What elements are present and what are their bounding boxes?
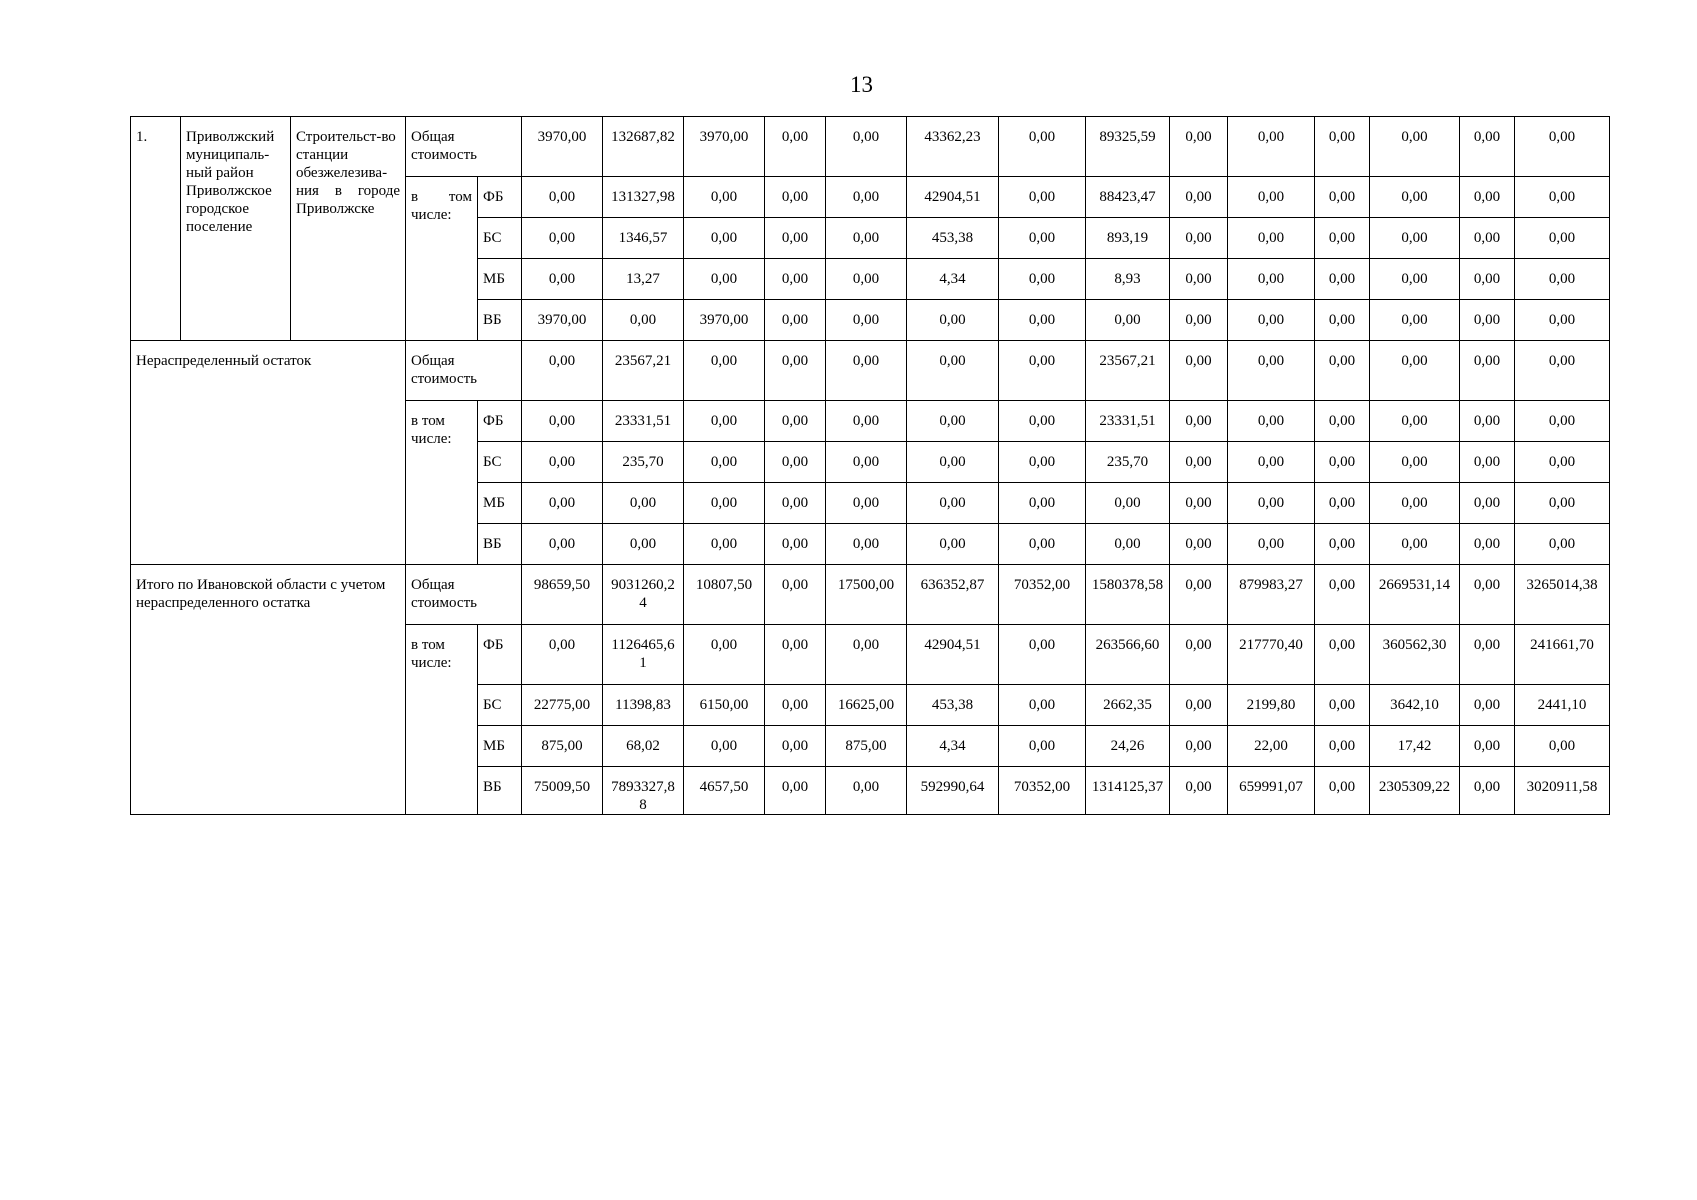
value-cell: 0,00 [684,401,765,442]
value-cell: 23567,21 [603,341,684,401]
value-cell: 0,00 [1370,483,1460,524]
value-cell: 0,00 [1460,524,1515,565]
value-cell: 0,00 [826,483,907,524]
source-code: ВБ [478,524,522,565]
value-cell: 68,02 [603,726,684,767]
value-cell: 3642,10 [1370,685,1460,726]
total-row [131,565,1610,625]
value-cell: 17500,00 [826,565,907,625]
value-cell: 0,00 [522,177,603,218]
source-code: МБ [478,259,522,300]
value-cell: 9031260,24 [603,565,684,625]
value-cell: 1346,57 [603,218,684,259]
value-cell: 42904,51 [907,625,999,685]
value-cell: 0,00 [1315,177,1370,218]
value-cell: 0,00 [684,524,765,565]
value-cell: 2305309,22 [1370,767,1460,815]
total-label: Общая стоимость [406,341,522,401]
value-cell: 2662,35 [1086,685,1170,726]
value-cell: 3265014,38 [1515,565,1610,625]
value-cell: 131327,98 [603,177,684,218]
value-cell: 0,00 [1370,218,1460,259]
value-cell: 42904,51 [907,177,999,218]
value-cell: 0,00 [522,442,603,483]
value-cell: 0,00 [999,259,1086,300]
value-cell: 4657,50 [684,767,765,815]
value-cell: 0,00 [1228,401,1315,442]
value-cell: 0,00 [603,524,684,565]
value-cell: 0,00 [765,117,826,177]
total-row [131,117,1610,177]
incl-label: в том числе: [406,177,478,341]
value-cell: 0,00 [907,442,999,483]
source-code: ФБ [478,625,522,685]
value-cell: 0,00 [1460,259,1515,300]
value-cell: 0,00 [907,401,999,442]
value-cell: 0,00 [999,685,1086,726]
value-cell: 0,00 [765,483,826,524]
group-label: Нераспределенный остаток [131,341,406,565]
value-cell: 0,00 [1170,524,1228,565]
value-cell: 0,00 [765,177,826,218]
value-cell: 0,00 [1228,341,1315,401]
value-cell: 0,00 [684,483,765,524]
source-code: ФБ [478,401,522,442]
value-cell: 0,00 [1315,218,1370,259]
value-cell: 0,00 [826,300,907,341]
value-cell: 0,00 [765,401,826,442]
value-cell: 0,00 [1515,117,1610,177]
value-cell: 0,00 [1228,442,1315,483]
value-cell: 0,00 [999,442,1086,483]
value-cell: 0,00 [1315,625,1370,685]
value-cell: 0,00 [1460,177,1515,218]
value-cell: 0,00 [522,341,603,401]
total-label: Общая стоимость [406,565,522,625]
value-cell: 0,00 [684,218,765,259]
value-cell: 879983,27 [1228,565,1315,625]
value-cell: 16625,00 [826,685,907,726]
value-cell: 23331,51 [603,401,684,442]
value-cell: 22,00 [1228,726,1315,767]
object-cell: Строительст-во станции обезжелезива-ния в городе Приволжске [291,117,406,341]
value-cell: 0,00 [1370,341,1460,401]
value-cell: 0,00 [907,524,999,565]
value-cell: 0,00 [1315,300,1370,341]
value-cell: 0,00 [1170,483,1228,524]
value-cell: 0,00 [1315,483,1370,524]
value-cell: 0,00 [522,401,603,442]
value-cell: 1314125,37 [1086,767,1170,815]
value-cell: 0,00 [1370,117,1460,177]
value-cell: 17,42 [1370,726,1460,767]
district-cell: Приволжский муниципаль-ный район Приволжское городское поселение [181,117,291,341]
total-row [131,341,1610,401]
value-cell: 0,00 [1460,218,1515,259]
value-cell: 0,00 [1228,177,1315,218]
value-cell: 0,00 [999,341,1086,401]
value-cell: 6150,00 [684,685,765,726]
value-cell: 0,00 [826,218,907,259]
value-cell: 0,00 [1170,117,1228,177]
value-cell: 3970,00 [684,117,765,177]
incl-label: в том числе: [406,625,478,815]
value-cell: 0,00 [999,177,1086,218]
value-cell: 235,70 [603,442,684,483]
value-cell: 132687,82 [603,117,684,177]
value-cell: 0,00 [1315,726,1370,767]
value-cell: 3020911,58 [1515,767,1610,815]
value-cell: 0,00 [1086,483,1170,524]
value-cell: 0,00 [1086,524,1170,565]
total-label: Общая стоимость [406,117,522,177]
source-code: МБ [478,483,522,524]
value-cell: 0,00 [684,259,765,300]
value-cell: 22775,00 [522,685,603,726]
source-code: БС [478,685,522,726]
source-code: МБ [478,726,522,767]
value-cell: 0,00 [999,117,1086,177]
value-cell: 0,00 [684,177,765,218]
value-cell: 10807,50 [684,565,765,625]
value-cell: 0,00 [522,483,603,524]
value-cell: 592990,64 [907,767,999,815]
value-cell: 0,00 [1315,565,1370,625]
value-cell: 0,00 [999,300,1086,341]
value-cell: 0,00 [1460,442,1515,483]
value-cell: 0,00 [1460,300,1515,341]
value-cell: 0,00 [522,259,603,300]
value-cell: 1126465,61 [603,625,684,685]
value-cell: 0,00 [1315,442,1370,483]
value-cell: 453,38 [907,685,999,726]
source-code: ФБ [478,177,522,218]
value-cell: 0,00 [765,442,826,483]
value-cell: 875,00 [826,726,907,767]
value-cell: 875,00 [522,726,603,767]
value-cell: 0,00 [1370,442,1460,483]
value-cell: 70352,00 [999,767,1086,815]
value-cell: 0,00 [1315,117,1370,177]
value-cell: 70352,00 [999,565,1086,625]
value-cell: 0,00 [1170,300,1228,341]
value-cell: 0,00 [1515,300,1610,341]
value-cell: 1580378,58 [1086,565,1170,625]
value-cell: 0,00 [765,259,826,300]
value-cell: 2669531,14 [1370,565,1460,625]
value-cell: 0,00 [907,300,999,341]
value-cell: 4,34 [907,726,999,767]
value-cell: 360562,30 [1370,625,1460,685]
value-cell: 0,00 [765,625,826,685]
value-cell: 0,00 [765,685,826,726]
value-cell: 0,00 [684,726,765,767]
value-cell: 0,00 [765,726,826,767]
value-cell: 2199,80 [1228,685,1315,726]
value-cell: 0,00 [826,117,907,177]
value-cell: 0,00 [1515,401,1610,442]
value-cell: 0,00 [1315,259,1370,300]
budget-table [130,116,1610,815]
value-cell: 0,00 [1228,117,1315,177]
value-cell: 0,00 [1460,685,1515,726]
value-cell: 3970,00 [522,300,603,341]
source-code: БС [478,218,522,259]
value-cell: 0,00 [1170,685,1228,726]
value-cell: 0,00 [1315,341,1370,401]
value-cell: 43362,23 [907,117,999,177]
value-cell: 0,00 [999,726,1086,767]
value-cell: 0,00 [684,341,765,401]
value-cell: 0,00 [1228,483,1315,524]
value-cell: 0,00 [826,259,907,300]
value-cell: 0,00 [1370,524,1460,565]
value-cell: 0,00 [765,341,826,401]
value-cell: 0,00 [765,565,826,625]
value-cell: 0,00 [765,524,826,565]
value-cell: 0,00 [826,401,907,442]
value-cell: 453,38 [907,218,999,259]
source-code: БС [478,442,522,483]
value-cell: 0,00 [907,341,999,401]
value-cell: 8,93 [1086,259,1170,300]
value-cell: 0,00 [907,483,999,524]
value-cell: 0,00 [1370,259,1460,300]
value-cell: 0,00 [1460,767,1515,815]
value-cell: 0,00 [522,524,603,565]
source-code: ВБ [478,300,522,341]
value-cell: 217770,40 [1228,625,1315,685]
value-cell: 0,00 [1515,341,1610,401]
value-cell: 0,00 [1460,401,1515,442]
value-cell: 0,00 [826,177,907,218]
value-cell: 0,00 [1170,625,1228,685]
value-cell: 0,00 [1515,259,1610,300]
value-cell: 0,00 [1515,483,1610,524]
value-cell: 4,34 [907,259,999,300]
value-cell: 0,00 [1515,177,1610,218]
value-cell: 0,00 [826,625,907,685]
value-cell: 11398,83 [603,685,684,726]
value-cell: 0,00 [684,625,765,685]
value-cell: 0,00 [1515,726,1610,767]
value-cell: 0,00 [1315,685,1370,726]
value-cell: 3970,00 [684,300,765,341]
value-cell: 3970,00 [522,117,603,177]
value-cell: 659991,07 [1228,767,1315,815]
value-cell: 0,00 [1170,726,1228,767]
value-cell: 0,00 [999,625,1086,685]
value-cell: 75009,50 [522,767,603,815]
value-cell: 0,00 [1460,726,1515,767]
value-cell: 0,00 [1170,259,1228,300]
value-cell: 0,00 [1086,300,1170,341]
value-cell: 0,00 [1170,565,1228,625]
value-cell: 0,00 [1460,341,1515,401]
value-cell: 24,26 [1086,726,1170,767]
value-cell: 0,00 [1228,524,1315,565]
value-cell: 0,00 [603,300,684,341]
page-number: 13 [850,72,873,97]
value-cell: 0,00 [1315,767,1370,815]
value-cell: 89325,59 [1086,117,1170,177]
value-cell: 0,00 [1515,218,1610,259]
value-cell: 0,00 [1170,177,1228,218]
value-cell: 0,00 [1370,300,1460,341]
value-cell: 0,00 [1315,401,1370,442]
value-cell: 0,00 [1170,341,1228,401]
value-cell: 0,00 [522,218,603,259]
value-cell: 893,19 [1086,218,1170,259]
value-cell: 0,00 [1460,625,1515,685]
value-cell: 636352,87 [907,565,999,625]
value-cell: 2441,10 [1515,685,1610,726]
value-cell: 0,00 [1228,218,1315,259]
value-cell: 241661,70 [1515,625,1610,685]
value-cell: 0,00 [1228,259,1315,300]
value-cell: 0,00 [826,442,907,483]
source-code: ВБ [478,767,522,815]
value-cell: 235,70 [1086,442,1170,483]
value-cell: 0,00 [1170,442,1228,483]
value-cell: 0,00 [999,401,1086,442]
value-cell: 0,00 [603,483,684,524]
value-cell: 0,00 [1228,300,1315,341]
value-cell: 0,00 [1460,565,1515,625]
value-cell: 0,00 [1370,401,1460,442]
value-cell: 0,00 [999,524,1086,565]
value-cell: 0,00 [684,442,765,483]
value-cell: 0,00 [999,483,1086,524]
group-label: Итого по Ивановской области с учетом нераспределенного остатка [131,565,406,815]
value-cell: 0,00 [1515,524,1610,565]
value-cell: 263566,60 [1086,625,1170,685]
value-cell: 23331,51 [1086,401,1170,442]
value-cell: 0,00 [1370,177,1460,218]
value-cell: 13,27 [603,259,684,300]
value-cell: 0,00 [765,767,826,815]
row-number: 1. [131,117,181,341]
value-cell: 0,00 [1515,442,1610,483]
value-cell: 0,00 [765,218,826,259]
value-cell: 0,00 [522,625,603,685]
value-cell: 0,00 [826,341,907,401]
value-cell: 0,00 [765,300,826,341]
value-cell: 0,00 [826,767,907,815]
value-cell: 0,00 [999,218,1086,259]
value-cell: 7893327,88 [603,767,684,815]
value-cell: 0,00 [826,524,907,565]
value-cell: 98659,50 [522,565,603,625]
value-cell: 0,00 [1315,524,1370,565]
value-cell: 0,00 [1460,483,1515,524]
value-cell: 0,00 [1170,767,1228,815]
value-cell: 88423,47 [1086,177,1170,218]
value-cell: 0,00 [1460,117,1515,177]
value-cell: 23567,21 [1086,341,1170,401]
incl-label: в том числе: [406,401,478,565]
value-cell: 0,00 [1170,401,1228,442]
value-cell: 0,00 [1170,218,1228,259]
